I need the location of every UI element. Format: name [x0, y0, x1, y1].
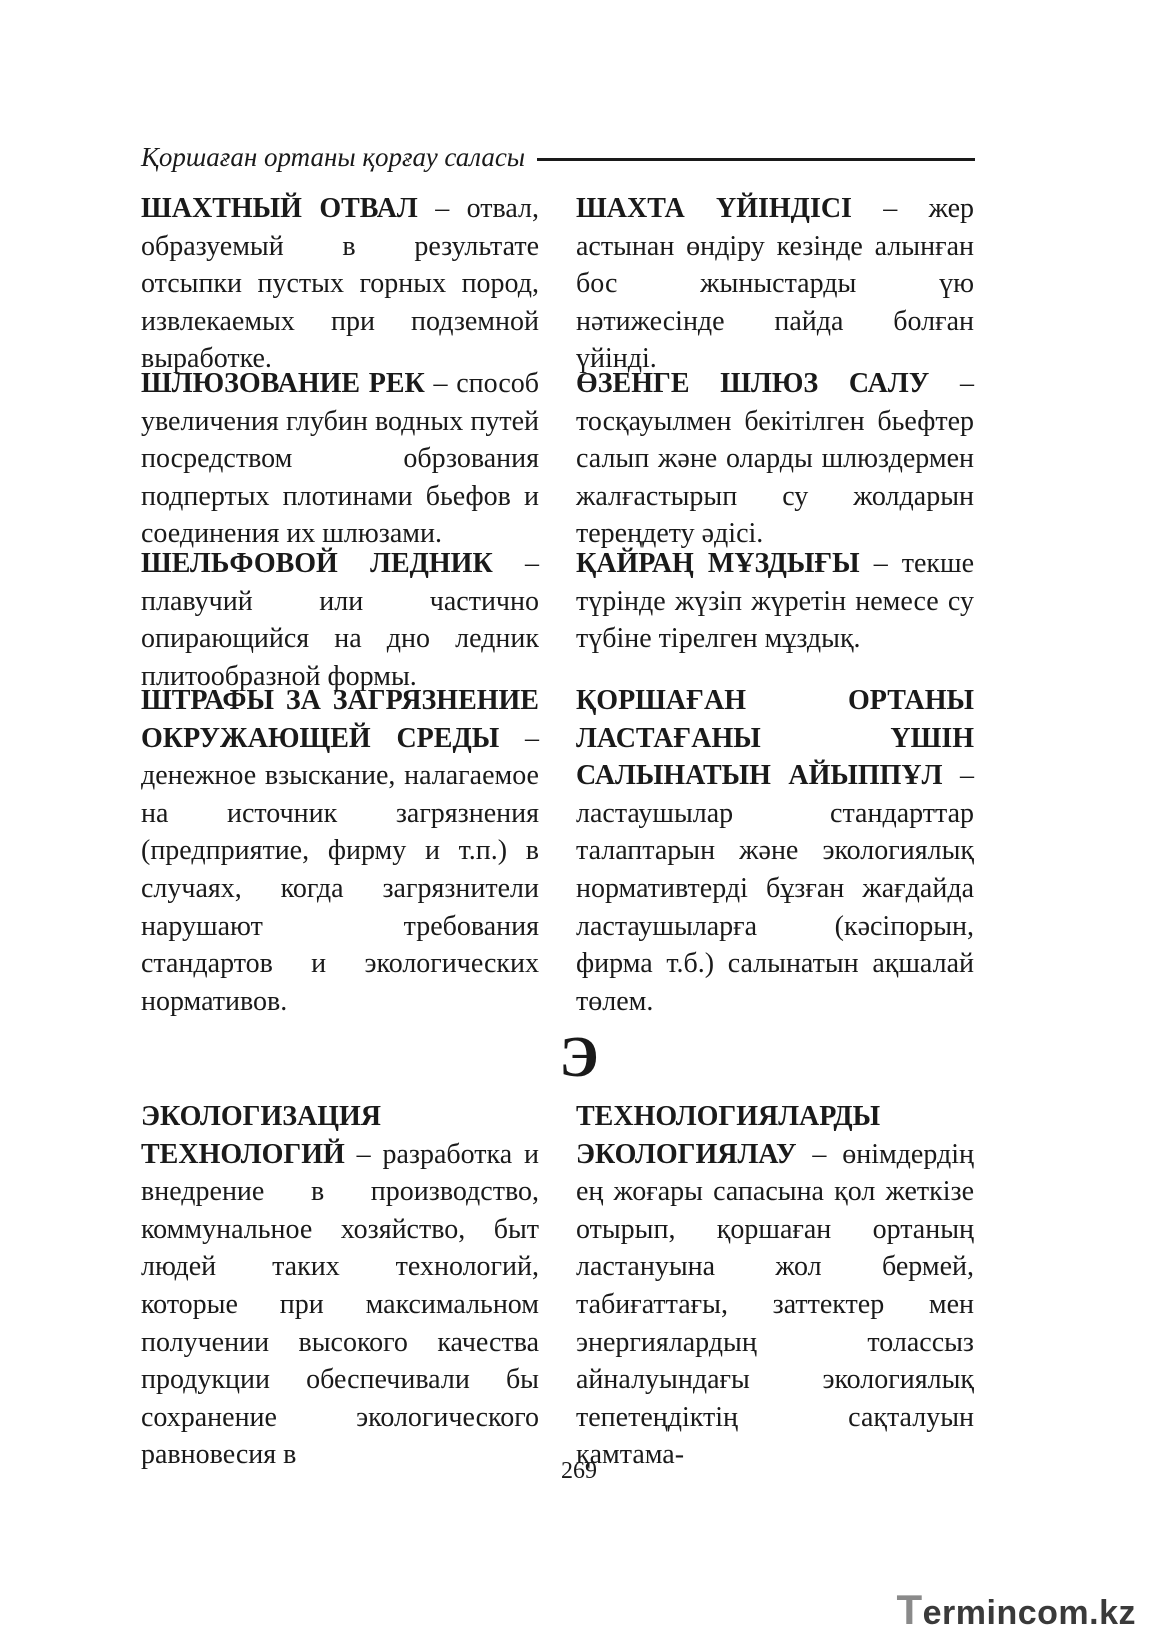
right-column-bottom — [576, 1098, 974, 1474]
entry-definition: – жер астынан өндіру кезінде алынған бос жыныстарды үю нәтижесінде пайда болған үйінді. — [576, 193, 974, 375]
entry-definition: – разработка и внедрение в производство, коммунальное хозяйство, быт людей таких технологий, которые при максимальном получении высокого качества продукции обеспечивали бы сохранение экологического равновесия в — [141, 1138, 539, 1471]
entry-right-5 — [576, 1098, 974, 1474]
header-title: Қоршаған ортаны қорғау саласы — [141, 142, 526, 172]
running-header — [141, 142, 975, 173]
entry-right-1 — [576, 190, 974, 375]
entry-term: ӨЗЕНГЕ ШЛЮЗ САЛУ — [576, 368, 930, 399]
entry-definition: – отвал, образуемый в результате отсыпки пустых горных пород, извлекаемых при подземной выработке. — [141, 193, 539, 375]
watermark-part: m.kz — [1058, 1594, 1136, 1632]
entry-definition: – плавучий или частично опирающийся на дно ледник плитообразной формы. — [141, 548, 539, 692]
entry-left-1 — [141, 190, 539, 375]
entry-left-3 — [141, 545, 539, 692]
left-column-top — [141, 190, 539, 1020]
entry-term: ТЕХНОЛОГИЯЛАРДЫ ЭКОЛОГИЯЛАУ — [576, 1101, 881, 1170]
entry-right-3 — [576, 545, 974, 682]
entry-right-2 — [576, 365, 974, 550]
entry-left-5 — [141, 1098, 539, 1474]
entry-left-2 — [141, 365, 539, 550]
entry-definition: – денежное взыскание, налагаемое на источник загрязнения (предприятие, фирму и т.п.) в случаях, когда загрязнители нарушают требования стандартов и экологических нормативов. — [141, 722, 539, 1017]
entry-definition: – текше түрінде жүзіп жүретін немесе су түбіне тірелген мұздық. — [576, 548, 974, 655]
entry-definition: – өнімдердің ең жоғары сапасына қол жеткізе отырып, қоршаған ортаның ластануына жол бермей, табиғаттағы, заттектер мен энергиялардың толассыз айналуындағы экологиялық тепетеңдіктің сақталуын қамтама- — [576, 1138, 974, 1471]
entry-term: ЭКОЛОГИЗАЦИЯ ТЕХНОЛОГИЙ — [141, 1101, 381, 1170]
section-letter: Э — [559, 1024, 599, 1089]
entry-term: ҚОРШАҒАН ОРТАНЫ ЛАСТАҒАНЫ ҮШІН САЛЫНАТЫН АЙЫППҰЛ — [576, 685, 974, 792]
watermark-t: T — [896, 1586, 923, 1633]
entry-term: ҚАЙРАҢ МҰЗДЫҒЫ — [576, 548, 860, 579]
entry-left-4 — [141, 682, 539, 1020]
entry-term: ШТРАФЫ ЗА ЗАГРЯЗНЕНИЕ ОКРУЖАЮЩЕЙ СРЕДЫ — [141, 685, 539, 754]
entry-term: ШЛЮЗОВАНИЕ РЕК — [141, 368, 425, 399]
entry-definition: – ластаушылар стандарттар талаптарын және экологиялық нормативтерді бұзған жағдайда ластаушыларға (кәсіпорын, фирма т.б.) салынатын ақшалай төлем. — [576, 760, 974, 1017]
header-rule — [537, 158, 975, 161]
left-column-bottom — [141, 1098, 539, 1474]
watermark-part: o — [1037, 1594, 1059, 1632]
entry-term: ШЕЛЬФОВОЙ ЛЕДНИК — [141, 548, 493, 579]
entry-definition: – способ увеличения глубин водных путей посредством обрзования подпертых плотинами бьефов и соединения их шлюзами. — [141, 368, 539, 550]
watermark-logo — [896, 1586, 1136, 1634]
right-column-top — [576, 190, 974, 1020]
entry-right-4 — [576, 682, 974, 1020]
page-number: 269 — [561, 1458, 597, 1484]
watermark-part: erminc — [922, 1594, 1038, 1632]
entry-term: ШАХТНЫЙ ОТВАЛ — [141, 193, 418, 224]
entry-term: ШАХТА ҮЙІНДІСІ — [576, 193, 852, 224]
entry-definition: – тосқауылмен бекітілген бьефтер салып және оларды шлюздермен жалғастырып су жолдарын тереңдету әдісі. — [576, 368, 974, 550]
